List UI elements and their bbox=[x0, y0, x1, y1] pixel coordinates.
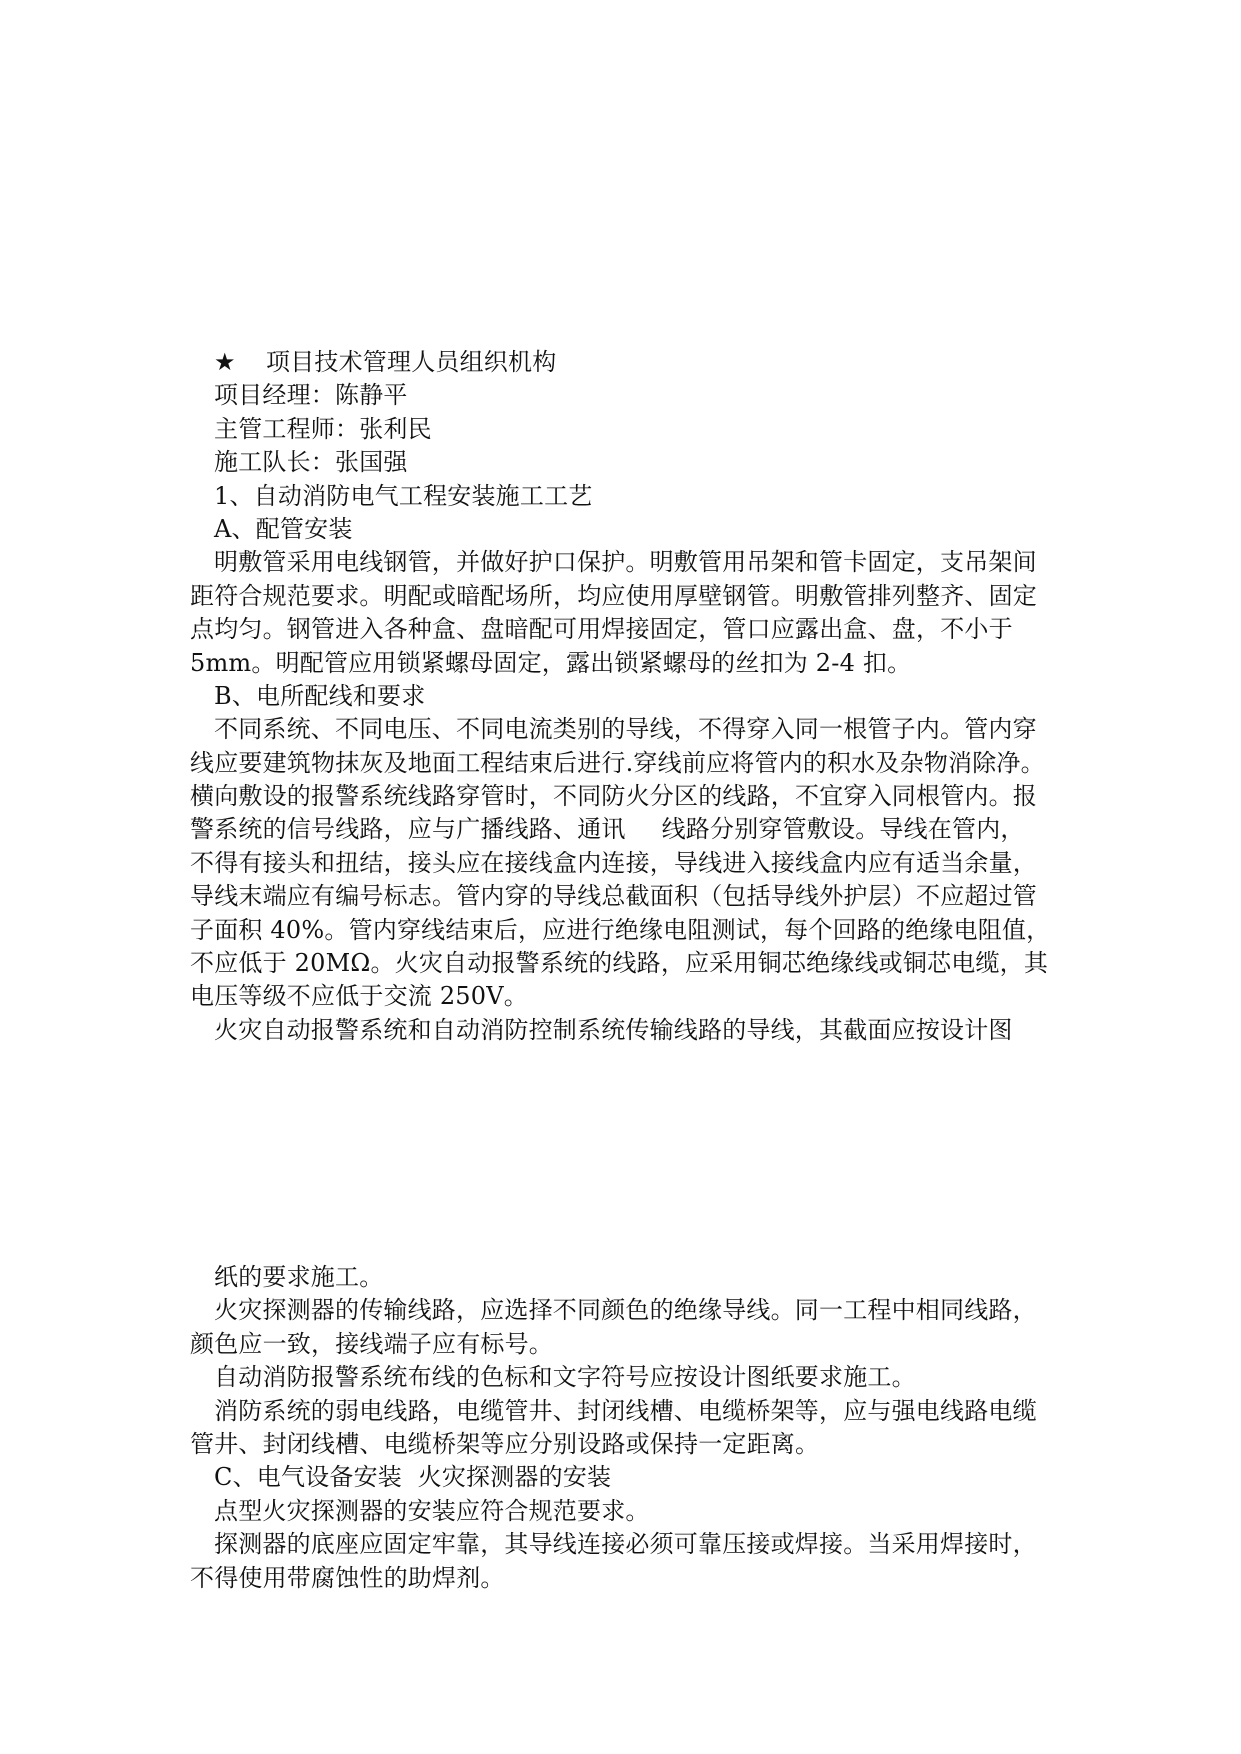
para-a-line: 5mm。明配管应用锁紧螺母固定，露出锁紧螺母的丝扣为 2-4 扣。 bbox=[190, 648, 912, 677]
staff-team-leader: 施工队长：张国强 bbox=[214, 448, 408, 477]
star-icon: ★ bbox=[214, 348, 236, 376]
text-block-upper bbox=[190, 346, 1070, 1047]
para-b-line bbox=[190, 813, 1070, 846]
para-b-line: 电压等级不应低于交流 250V。 bbox=[190, 982, 528, 1011]
para-weak-line: 管井、封闭线槽、电缆桥架等应分别设路或保持一定距离。 bbox=[190, 1429, 820, 1458]
title-a: A、配管安装 bbox=[214, 514, 353, 543]
title-c: C、电气设备安装 火灾探测器的安装 bbox=[214, 1463, 612, 1492]
text-block-lower bbox=[190, 1261, 1070, 1595]
para-wire-color-line: 颜色应一致，接线端子应有标号。 bbox=[190, 1329, 553, 1358]
para-a-line: 距符合规范要求。明配或暗配场所，均应使用厚壁钢管。明敷管排列整齐、固定 bbox=[190, 581, 1037, 610]
para-base-line: 探测器的底座应固定牢靠，其导线连接必须可靠压接或焊接。当采用焊接时， bbox=[214, 1530, 1037, 1559]
para-b-line: 线应要建筑物抹灰及地面工程结束后进行.穿线前应将管内的积水及杂物消除净。 bbox=[190, 748, 1045, 777]
para-b-line: 不应低于 20MΩ。火灾自动报警系统的线路，应采用铜芯绝缘线或铜芯电缆，其 bbox=[190, 949, 1049, 978]
para-b-line: 子面积 40%。管内穿线结束后，应进行绝缘电阻测试，每个回路的绝缘电阻值， bbox=[190, 915, 1051, 944]
staff-chief-engineer: 主管工程师：张利民 bbox=[214, 414, 432, 443]
para-b-segment: 警系统的信号线路，应与广播线路、通讯 bbox=[190, 815, 626, 844]
para-wire-color-line: 火灾探测器的传输线路，应选择不同颜色的绝缘导线。同一工程中相同线路， bbox=[214, 1296, 1037, 1325]
para-b-segment: 线路分别穿管敷设。导线在管内， bbox=[661, 815, 1025, 844]
staff-project-manager: 项目经理：陈静平 bbox=[214, 381, 408, 410]
para-point: 点型火灾探测器的安装应符合规范要求。 bbox=[214, 1496, 650, 1525]
continuation-line: 纸的要求施工。 bbox=[214, 1263, 384, 1291]
para-b-line: 不同系统、不同电压、不同电流类别的导线，不得穿入同一根管子内。管内穿 bbox=[214, 715, 1037, 744]
para-color-code: 自动消防报警系统布线的色标和文字符号应按设计图纸要求施工。 bbox=[214, 1363, 916, 1392]
para-a-line: 点均匀。钢管进入各种盒、盘暗配可用焊接固定，管口应露出盒、盘，不小于 bbox=[190, 615, 1013, 644]
title-b: B、电所配线和要求 bbox=[214, 681, 426, 710]
para-weak-line: 消防系统的弱电线路，电缆管井、封闭线槽、电缆桥架等，应与强电线路电缆 bbox=[214, 1396, 1037, 1425]
title-1: 1、自动消防电气工程安装施工工艺 bbox=[214, 481, 593, 510]
para-b-line: 导线末端应有编号标志。管内穿的导线总截面积（包括导线外护层）不应超过管 bbox=[190, 882, 1037, 911]
heading-text: 项目技术管理人员组织机构 bbox=[266, 348, 557, 376]
para-base-line: 不得使用带腐蚀性的助焊剂。 bbox=[190, 1563, 505, 1592]
para-b2-line: 火灾自动报警系统和自动消防控制系统传输线路的导线，其截面应按设计图 bbox=[214, 1015, 1013, 1044]
para-b-line: 不得有接头和扭结，接头应在接线盒内连接，导线进入接线盒内应有适当余量， bbox=[190, 848, 1037, 877]
para-a-line: 明敷管采用电线钢管，并做好护口保护。明敷管用吊架和管卡固定，支吊架间 bbox=[214, 548, 1037, 577]
para-b-line: 横向敷设的报警系统线路穿管时，不同防火分区的线路，不宜穿入同根管内。报 bbox=[190, 782, 1037, 811]
section-heading bbox=[190, 346, 1070, 379]
